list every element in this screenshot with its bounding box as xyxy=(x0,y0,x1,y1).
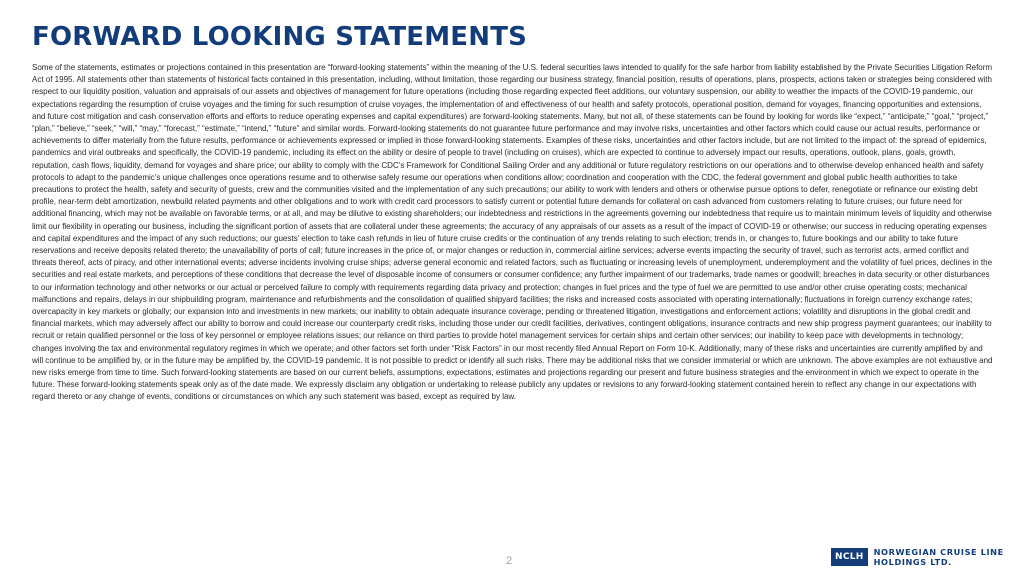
logo-line-1: NORWEGIAN CRUISE LINE xyxy=(873,547,1004,557)
page-number: 2 xyxy=(506,555,513,567)
logo-mark: NCLH xyxy=(831,548,868,566)
disclaimer-body: Some of the statements, estimates or projections contained in this presentation are “forward-looking statements” within the meaning of the U.S. federal securities laws intended to qualify for the safe harbor from liability established by the Private Securities Litigation Reform Act of 1995. All statements other than statements of historical facts contained in this presentation, including, without limitation, those regarding our business strategy, financial position, results of operations, plans, prospects, actions taken or strategies being considered with respect to our liquidity position, valuation and appraisals of our assets and objectives of management for future operations (including those regarding expected fleet additions, our voluntary suspension, our ability to weather the impacts of the COVID-19 pandemic, our expectations regarding the resumption of cruise voyages and the timing for such resumption of cruise voyages, the implementation of and effectiveness of our health and safety protocols, operational position, demand for voyages, financing opportunities and extensions, and future cost mitigation and cash conservation efforts and efforts to reduce operating expenses and capital expenditures) are forward-looking statements. Many, but not all, of these statements can be found by looking for words like “expect,” “anticipate,” “goal,” “project,” “plan,” “believe,” “seek,” “will,” “may,” “forecast,” “estimate,” “intend,” “future” and similar words. Forward-looking statements do not guarantee future performance and may involve risks, uncertainties and other factors which could cause our actual results, performance or achievements to differ materially from the future results, performance or achievements expressed or implied in those forward-looking statements. Examples of these risks, uncertainties and other factors include, but are not limited to the impact of: the spread of epidemics, pandemics and viral outbreaks and specifically, the COVID-19 pandemic, including its effect on the ability or desire of people to travel (including on cruises), which are expected to continue to adversely impact our results, operations, outlook, plans, goals, growth, reputation, cash flows, liquidity, demand for voyages and share price; our ability to comply with the CDC’s Framework for Conditional Sailing Order and any additional or future regulatory restrictions on our operations and to otherwise develop enhanced health and safety protocols to adapt to the pandemic’s unique challenges once operations resume and to otherwise safely resume our operations when conditions allow; coordination and cooperation with the CDC, the federal government and global public health authorities to take precautions to protect the health, safety and security of guests, crew and the communities visited and the implementation of any such precautions; our ability to work with lenders and others or otherwise pursue options to defer, renegotiate or refinance our existing debt profile, near-term debt amortization, newbuild related payments and other obligations and to work with credit card processors to satisfy current or potential future demands for collateral on cash advanced from customers relating to future cruises; our future need for additional financing, which may not be available on favorable terms, or at all, and may be dilutive to existing shareholders; our indebtedness and restrictions in the agreements governing our indebtedness that require us to maintain minimum levels of liquidity and otherwise limit our flexibility in operating our business, including the significant portion of assets that are collateral under these agreements; the accuracy of any appraisals of our assets as a result of the impact of COVID-19 or otherwise; our success in reducing operating expenses and capital expenditures and the impact of any such reductions; our guests’ election to take cash refunds in lieu of future cruise credits or the continuation of any trends relating to such election; trends in, or changes to, future bookings and our ability to take future reservations and receive deposits related thereto; the unavailability of ports of call; future increases in the price of, or major changes or reduction in, commercial airline services; adverse events impacting the security of travel, such as terrorist acts, armed conflict and threats thereof, acts of piracy, and other international events; adverse incidents involving cruise ships; adverse general economic and related factors, such as fluctuating or increasing levels of unemployment, underemployment and the volatility of fuel prices, declines in the securities and real estate markets, and perceptions of these conditions that decrease the level of disposable income of consumers or consumer confidence; any further impairment of our trademarks, trade names or goodwill; breaches in data security or other disturbances to our information technology and other networks or our actual or perceived failure to comply with requirements regarding data privacy and protection; changes in fuel prices and the type of fuel we are permitted to use and/or other cruise operating costs; mechanical malfunctions and repairs, delays in our shipbuilding program, maintenance and refurbishments and the consolidation of qualified shipyard facilities; the risks and increased costs associated with operating internationally; fluctuations in foreign currency exchange rates; overcapacity in key markets or globally; our expansion into and investments in new markets; our inability to obtain adequate insurance coverage; pending or threatened litigation, investigations and enforcement actions; volatility and disruptions in the global credit and financial markets, which may adversely affect our ability to borrow and could increase our counterparty credit risks, including those under our credit facilities, derivatives, contingent obligations, insurance contracts and new ship progress payment guarantees; our inability to recruit or retain qualified personnel or the loss of key personnel or employee relations issues; our reliance on third parties to provide hotel management services for certain ships and certain other services; our inability to keep pace with developments in technology; changes involving the tax and environmental regulatory regimes in which we operate; and other factors set forth under “Risk Factors” in our most recently filed Annual Report on Form 10-K. Additionally, many of these risks and uncertainties are currently amplified by and will continue to be amplified by, or in the future may be amplified by, the COVID-19 pandemic. It is not possible to predict or identify all such risks. There may be additional risks that we consider immaterial or which are unknown. The above examples are not exhaustive and new risks emerge from time to time. Such forward-looking statements are based on our current beliefs, assumptions, expectations, estimates and projections regarding our present and future business strategies and the environment in which we expect to operate in the future. These forward-looking statements speak only as of the date made. We expressly disclaim any obligation or undertaking to release publicly any updates or revisions to any forward-looking statement contained herein to reflect any change in our expectations with regard thereto or any change of events, conditions or circumstances on which any such statement was based, except as required by law. xyxy=(32,63,993,402)
slide-title: FORWARD LOOKING STATEMENTS xyxy=(32,22,528,52)
company-logo xyxy=(831,547,1004,567)
logo-line-2: HOLDINGS LTD. xyxy=(873,557,952,567)
logo-wordmark xyxy=(874,547,1004,567)
